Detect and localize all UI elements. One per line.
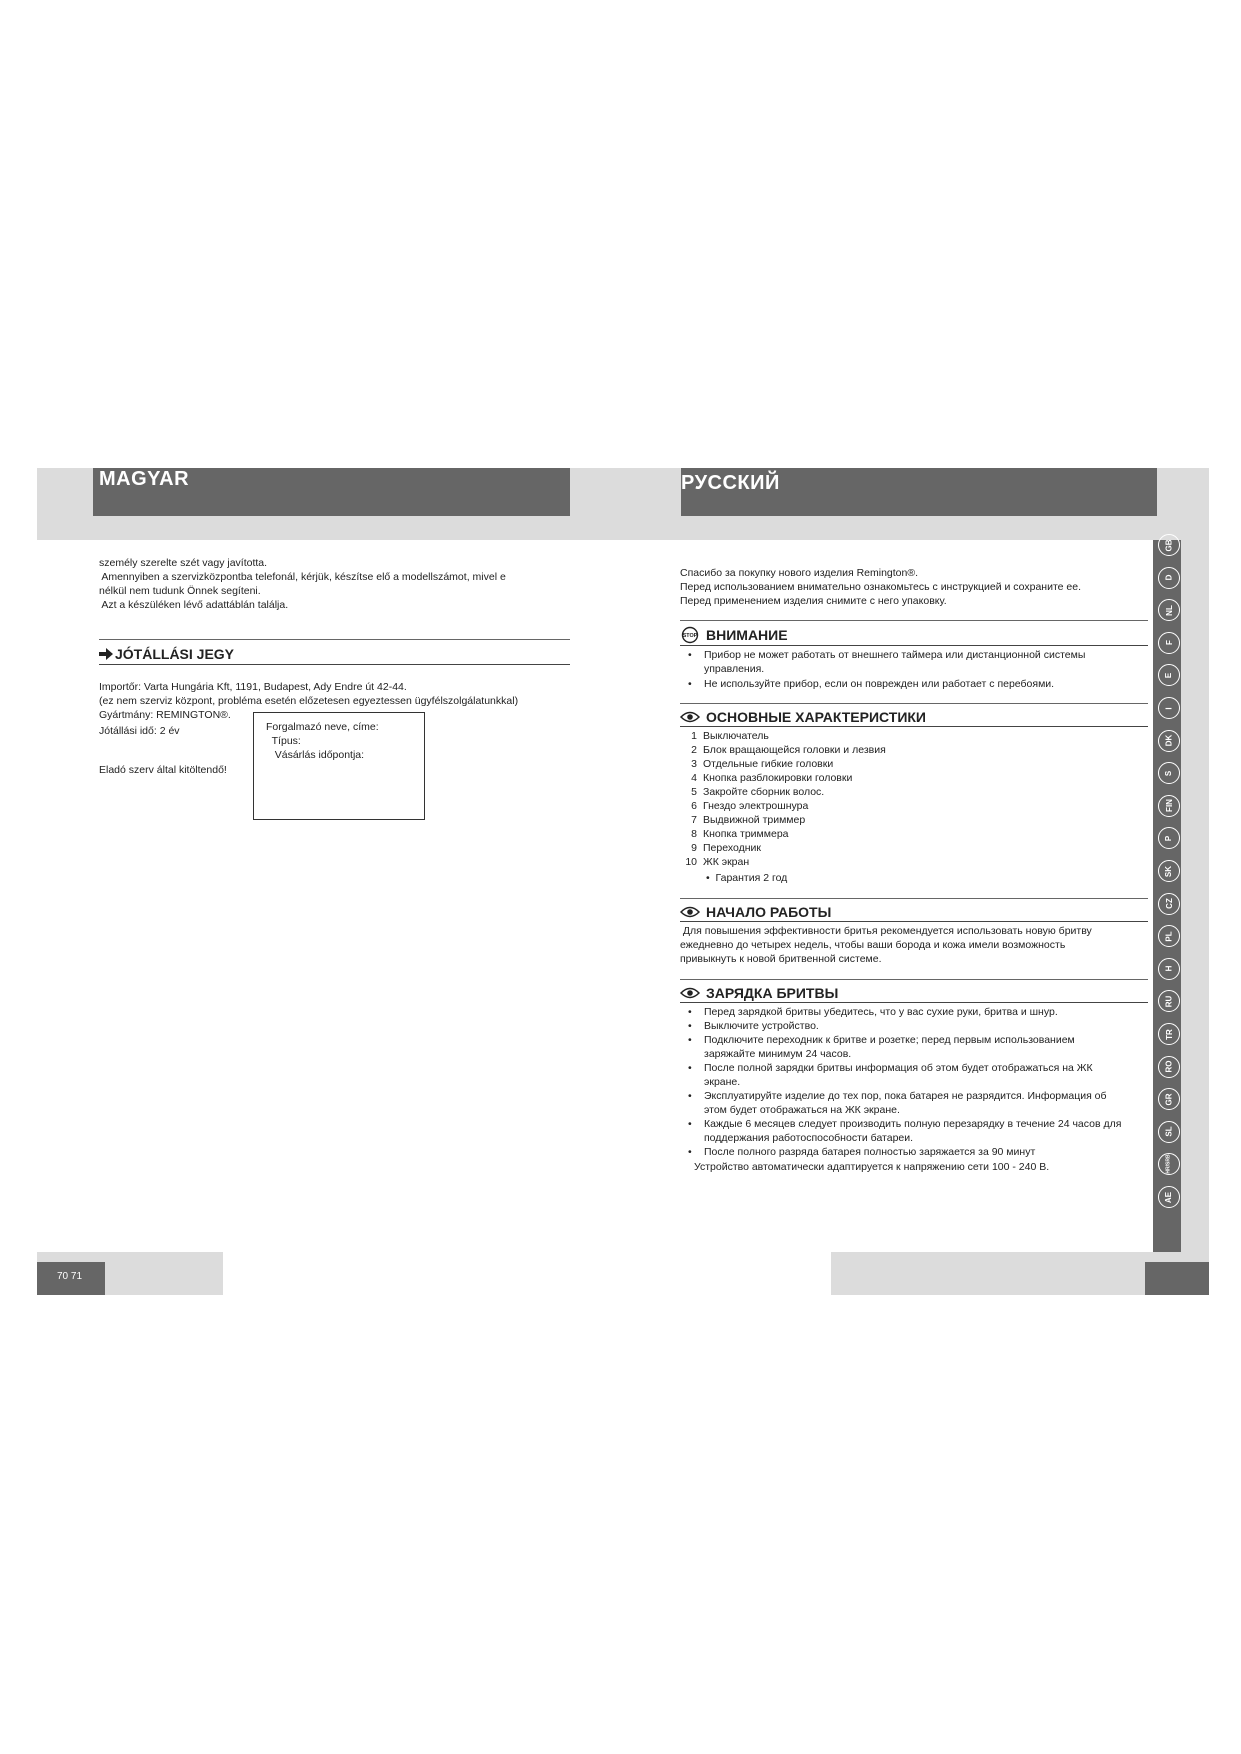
hu-seller-fill: Eladó szerv által kitöltendő! <box>99 764 227 776</box>
feature-text: Кнопка разблокировки головки <box>703 772 853 784</box>
ru-charging-footer: Устройство автоматически адаптируется к напряжению сети 100 - 240 В. <box>694 1161 1050 1173</box>
bullet: • <box>706 872 716 884</box>
feature-text: Переходник <box>703 842 761 854</box>
eye-icon <box>680 986 700 1000</box>
language-tab-sl[interactable] <box>1158 1121 1180 1143</box>
language-tab-f[interactable] <box>1158 632 1180 654</box>
language-tab-label: RO <box>1164 1060 1174 1073</box>
language-tab-h[interactable] <box>1158 958 1180 980</box>
feature-item <box>675 771 1075 785</box>
hu-importer-line: Gyártmány: REMINGTON®. <box>99 709 231 721</box>
language-tab-sk[interactable] <box>1158 860 1180 882</box>
feature-number: 10 <box>685 856 697 868</box>
feature-item <box>675 729 1075 743</box>
feature-text: Выдвижной триммер <box>703 814 806 826</box>
ru-intro <box>680 566 1150 608</box>
hu-intro-line: Azt a készüléken lévő adattáblán találja. <box>99 599 289 611</box>
ru-start-title: НАЧАЛО РАБОТЫ <box>706 904 832 920</box>
hu-box-line: Forgalmazó neve, címe: <box>266 721 379 733</box>
language-tab-label: DK <box>1164 734 1174 747</box>
language-tab-label: TR <box>1164 1028 1174 1040</box>
language-tab-label: D <box>1164 574 1174 581</box>
ru-start-line: ежедневно до четырех недель, чтобы ваши борода и кожа имели возможность <box>680 939 1066 951</box>
feature-number: 9 <box>691 842 697 854</box>
ru-intro-line: Перед применением изделия снимите с него упаковку. <box>680 595 947 607</box>
ru-start-line: привыкнуть к новой бритвенной системе. <box>680 953 882 965</box>
language-tab-label: NL <box>1164 604 1174 616</box>
ru-warning-list <box>680 648 1135 691</box>
left-page-title: MAGYAR <box>99 468 190 490</box>
feature-number: 2 <box>691 744 697 756</box>
ru-warning-rule-bottom <box>680 645 1148 646</box>
feature-item <box>675 785 1075 799</box>
list-item: • Подключите переходник к бритве и розетке; перед первым использованием заряжайте минимум 24 часов. <box>680 1033 1125 1061</box>
ru-features-list <box>675 729 1075 869</box>
language-tab-tr[interactable] <box>1158 1023 1180 1045</box>
eye-icon <box>680 905 700 919</box>
feature-text: ЖК экран <box>703 856 750 868</box>
feature-text: Кнопка триммера <box>703 828 789 840</box>
ru-features-rule-top <box>680 703 1148 704</box>
hu-box-line: Vásárlás időpontja: <box>266 749 365 761</box>
language-tab-label: P <box>1164 835 1174 842</box>
feature-number: 7 <box>691 814 697 826</box>
language-tab-label: H <box>1164 965 1174 972</box>
stop-icon <box>680 628 700 642</box>
hu-box-line: Típus: <box>266 735 301 747</box>
feature-item <box>675 757 1075 771</box>
language-tab-fin[interactable] <box>1158 795 1180 817</box>
feature-item <box>675 827 1075 841</box>
feature-item <box>675 799 1075 813</box>
language-tab-label: I <box>1164 706 1174 710</box>
feature-number: 3 <box>691 758 697 770</box>
language-tab-cz[interactable] <box>1158 893 1180 915</box>
feature-item <box>675 841 1075 855</box>
feature-number: 8 <box>691 828 697 840</box>
feature-text: Отдельные гибкие головки <box>703 758 834 770</box>
ru-warning-heading <box>680 627 788 643</box>
ru-intro-line: Перед использованием внимательно ознакомьтесь с инструкцией и сохраните ее. <box>680 581 1081 593</box>
language-tab-d[interactable] <box>1158 567 1180 589</box>
hu-warranty-heading <box>99 646 234 662</box>
hu-importer-line: (ez nem szerviz központ, probléma esetén előzetesen egyeztessen ügyfélszolgálatunkkal) <box>99 695 519 707</box>
hu-section-rule-bottom <box>99 664 570 665</box>
page-number-tab <box>37 1262 105 1295</box>
language-tab-label: F <box>1164 640 1174 646</box>
feature-item <box>675 743 1075 757</box>
arrow-right-icon <box>99 648 113 660</box>
language-tab-i[interactable] <box>1158 697 1180 719</box>
ru-features-heading <box>680 709 926 725</box>
ru-features-extra <box>706 871 787 885</box>
feature-text: Выключатель <box>703 730 769 742</box>
language-tab-dk[interactable] <box>1158 730 1180 752</box>
language-tab-label: GB <box>1164 539 1174 551</box>
feature-number: 5 <box>691 786 697 798</box>
list-item: • Каждые 6 месяцев следует производить полную перезарядку в течение 24 часов для поддержания работоспособности батареи. <box>680 1117 1125 1145</box>
language-tab-label: FIN <box>1164 799 1174 813</box>
feature-item <box>675 855 1075 869</box>
feature-item <box>675 813 1075 827</box>
ru-features-rule-bottom <box>680 726 1148 727</box>
left-header-bar <box>93 468 570 516</box>
list-item: • Прибор не может работать от внешнего таймера или дистанционной системы управления. <box>680 648 1135 676</box>
hu-importer-line: Importőr: Varta Hungária Kft, 1191, Budapest, Ady Endre út 42-44. <box>99 681 407 693</box>
hu-intro-line: személy szerelte szét vagy javította. <box>99 557 268 569</box>
ru-warning-rule-top <box>680 620 1148 621</box>
list-item: • Выключите устройство. <box>680 1019 1125 1033</box>
hu-intro-line: nélkül nem tudunk Önnek segíteni. <box>99 585 261 597</box>
hu-warranty-box <box>253 712 425 820</box>
feature-number: 1 <box>691 730 697 742</box>
language-tab-label: PL <box>1164 931 1174 942</box>
language-tab-ae[interactable] <box>1158 1186 1180 1208</box>
right-header-bar <box>681 468 1157 516</box>
page-numbers: 70 71 <box>57 1271 83 1282</box>
ru-features-title: ОСНОВНЫЕ ХАРАКТЕРИСТИКИ <box>706 709 926 725</box>
hu-section-rule-top <box>99 639 570 640</box>
language-tab-label: SK <box>1164 865 1174 877</box>
right-bottom-tab <box>1145 1262 1209 1295</box>
language-tab-label: AE <box>1164 1191 1174 1203</box>
feature-number: 6 <box>691 800 697 812</box>
language-tab-label: RU <box>1164 995 1174 1008</box>
hu-intro <box>99 556 569 612</box>
feature-number: 4 <box>691 772 697 784</box>
language-tab-label: HR/SRB <box>1165 1154 1172 1174</box>
language-tab-gb[interactable] <box>1158 534 1180 556</box>
stop-icon-text: STOP <box>682 633 698 640</box>
language-tab-label: SL <box>1164 1126 1174 1137</box>
hu-warranty-period: Jótállási idő: 2 év <box>99 725 180 737</box>
list-item: • Перед зарядкой бритвы убедитесь, что у вас сухие руки, бритва и шнур. <box>680 1005 1125 1019</box>
ru-features-extra-text: Гарантия 2 год <box>715 872 788 884</box>
ru-start-rule-top <box>680 898 1148 899</box>
language-tab-label: GR <box>1164 1093 1174 1106</box>
hu-warranty-title: JÓTÁLLÁSI JEGY <box>115 646 235 662</box>
ru-charging-heading <box>680 985 838 1001</box>
eye-icon <box>680 710 700 724</box>
ru-start-heading <box>680 904 831 920</box>
ru-start-line: Для повышения эффективности бритья рекомендуется использовать новую бритву <box>680 925 1092 937</box>
language-tab-label: CZ <box>1164 898 1174 909</box>
list-item: • После полного разряда батарея полностью заряжается за 90 минут <box>680 1145 1125 1159</box>
list-item: • Эксплуатируйте изделие до тех пор, пока батарея не разрядится. Информация об этом будет отображаться на ЖК экране. <box>680 1089 1125 1117</box>
ru-charging-list <box>680 1005 1125 1159</box>
feature-text: Гнездо электрошнура <box>703 800 809 812</box>
ru-charging-rule-bottom <box>680 1002 1148 1003</box>
list-item: • После полной зарядки бритвы информация об этом будет отображаться на ЖК экране. <box>680 1061 1125 1089</box>
feature-text: Блок вращающейся головки и лезвия <box>703 744 886 756</box>
hu-intro-line: Amennyiben a szervizközpontba telefonál, kérjük, készítse elő a modellszámot, mivel e <box>99 571 506 583</box>
ru-start-rule-bottom <box>680 921 1148 922</box>
right-page-title: РУССКИЙ <box>681 472 780 494</box>
feature-text: Закройте сборник волос. <box>703 786 825 798</box>
list-item: • Не используйте прибор, если он поврежден или работает с перебоями. <box>680 677 1135 691</box>
language-tab-ro[interactable] <box>1158 1056 1180 1078</box>
ru-charging-title: ЗАРЯДКА БРИТВЫ <box>706 985 839 1001</box>
ru-start-text <box>680 924 1140 966</box>
language-tab-label: S <box>1164 770 1174 776</box>
ru-intro-line: Спасибо за покупку нового изделия Remington®. <box>680 567 919 579</box>
ru-warning-title: ВНИМАНИЕ <box>706 627 788 643</box>
language-tab-label: E <box>1164 672 1174 679</box>
ru-charging-rule-top <box>680 979 1148 980</box>
